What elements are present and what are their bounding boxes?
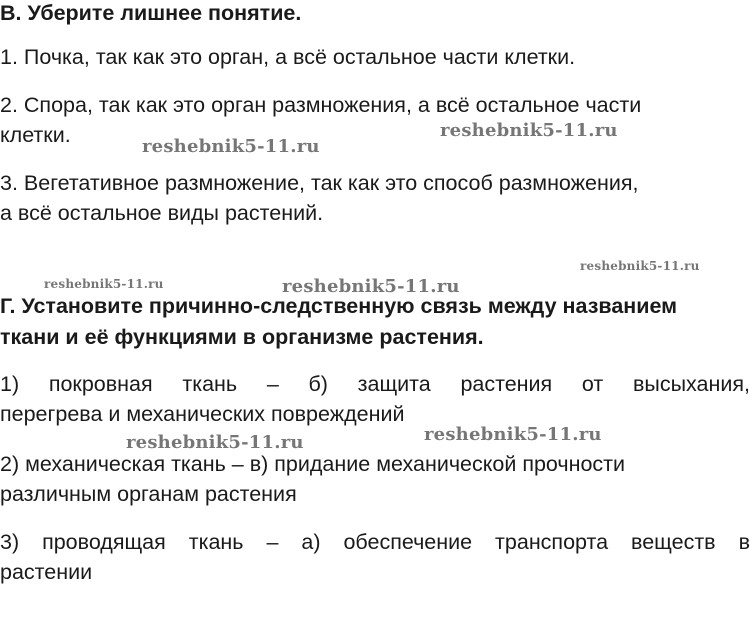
watermark: reshebnik5-11.ru xyxy=(142,136,320,157)
section-g-item-3-line-2: растении xyxy=(0,560,93,584)
watermark: reshebnik5-11.ru xyxy=(282,276,460,297)
section-g-item-1-line-1: 1) покровная ткань – б) защита растения от высыхания, xyxy=(0,372,750,396)
section-g-item-3-line-1: 3) проводящая ткань – а) обеспечение транспорта веществ в xyxy=(0,530,750,554)
section-g-title-line-2: ткани и её функциями в организме растения. xyxy=(0,325,484,349)
section-v-title: В. Уберите лишнее понятие. xyxy=(0,1,302,25)
section-g-title-line-1: Г. Установите причинно-следственную связь между названием xyxy=(0,294,678,318)
section-g-item-1-line-2: перегрева и механических повреждений xyxy=(0,402,405,426)
section-v-item-2-line-2: клетки. xyxy=(0,123,71,147)
watermark: reshebnik5-11.ru xyxy=(126,432,304,453)
section-v-item-3-line-2: а всё остальное виды растений. xyxy=(0,201,324,225)
section-v-item-3-line-1: 3. Вегетативное размножение, так как это способ размножения, xyxy=(0,171,639,195)
watermark: reshebnik5-11.ru xyxy=(424,424,602,445)
watermark: reshebnik5-11.ru xyxy=(440,120,618,141)
watermark: reshebnik5-11.ru xyxy=(580,259,700,273)
section-v-item-2-line-1: 2. Спора, так как это орган размножения, а всё остальное части xyxy=(0,93,642,117)
section-v-item-1-line-1: 1. Почка, так как это орган, а всё остальное части клетки. xyxy=(0,45,576,69)
section-g-item-2-line-2: различным органам растения xyxy=(0,482,297,506)
section-g-item-2-line-1: 2) механическая ткань – в) придание механической прочности xyxy=(0,452,626,476)
watermark: reshebnik5-11.ru xyxy=(44,277,164,291)
